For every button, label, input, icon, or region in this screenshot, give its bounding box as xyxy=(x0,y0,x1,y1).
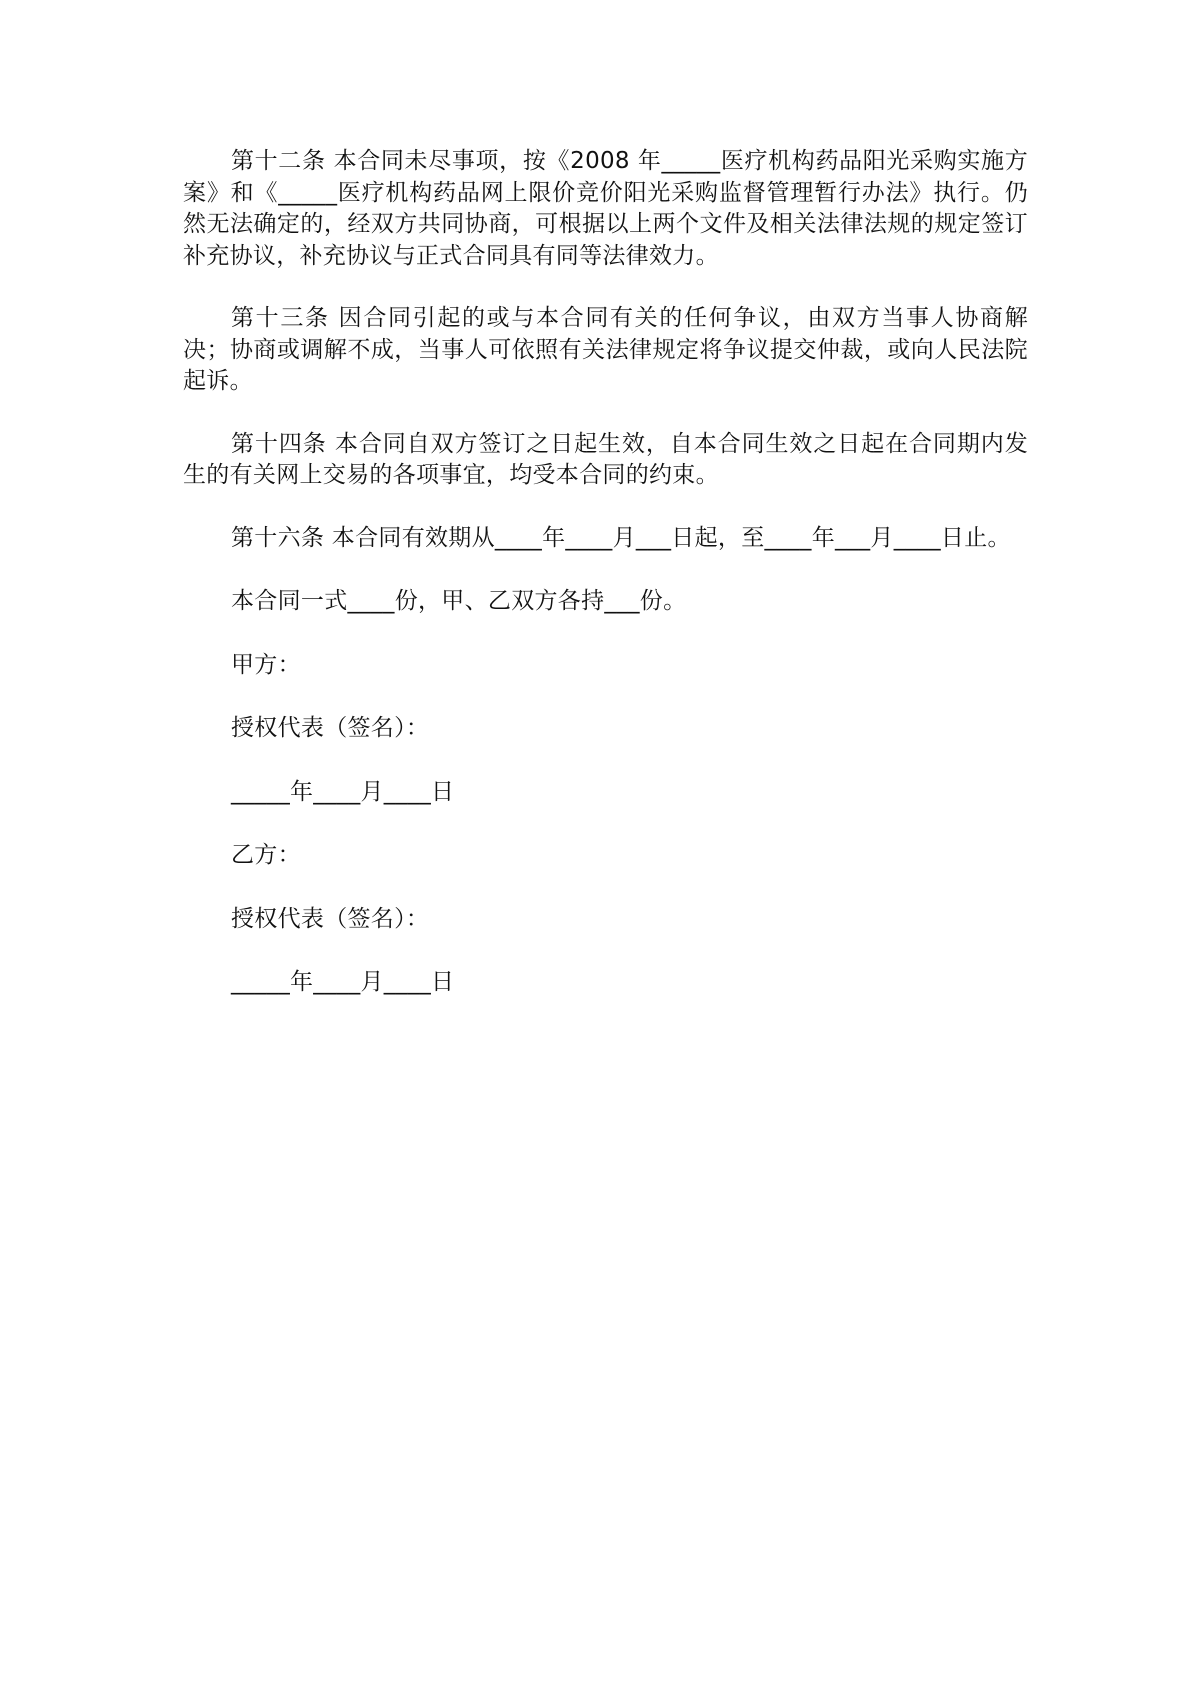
copies-clause: 本合同一式____份，甲、乙双方各持___份。 xyxy=(231,588,687,614)
article-12: 第十二条 本合同未尽事项，按《2008 年_____医疗机构药品阳光采购实施方案》和《_____医疗机构药品网上限价竞价阳光采购监督管理暂行办法》执行。仍然无法确定的，经双方共同协商，可根据以上两个文件及相关法律法规的规定签订补充协议，补充协议与正式合同具有同等法律效力。 xyxy=(183,148,1028,269)
contract-body xyxy=(183,146,1028,1031)
party-a-date: _____年____月____日 xyxy=(231,778,455,805)
article-16: 第十六条 本合同有效期从____年____月___日起，至____年___月____日止。 xyxy=(231,524,1011,551)
party-a-signature-block xyxy=(183,650,1028,809)
party-a-representative: 授权代表（签名）： xyxy=(231,715,430,741)
party-a-label: 甲方： xyxy=(231,651,301,678)
party-b-representative: 授权代表（签名）： xyxy=(231,905,430,932)
article-13: 第十三条 因合同引起的或与本合同有关的任何争议，由双方当事人协商解决；协商或调解不成，当事人可依照有关法律规定将争议提交仲裁，或向人民法院起诉。 xyxy=(183,305,1028,394)
party-b-date: _____年____月____日 xyxy=(231,969,455,995)
party-b-signature-block xyxy=(183,840,1028,999)
article-14: 第十四条 本合同自双方签订之日起生效，自本合同生效之日起在合同期内发生的有关网上交易的各项事宜，均受本合同的约束。 xyxy=(183,430,1028,488)
party-b-label: 乙方： xyxy=(231,842,301,868)
